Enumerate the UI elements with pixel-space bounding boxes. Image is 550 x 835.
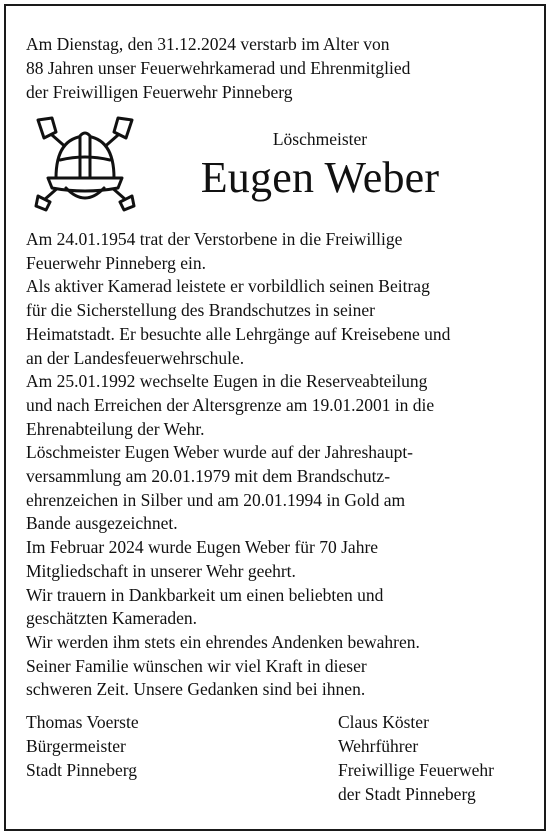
body-line: Wir trauern in Dankbarkeit um einen beliebten und: [26, 584, 384, 605]
body-line: Seiner Familie wünschen wir viel Kraft in dieser: [26, 655, 367, 676]
body-line: versammlung am 20.01.1979 mit dem Brandschutz-: [26, 466, 391, 487]
body-line: und nach Erreichen der Altersgrenze am 19.01.2001 in die: [26, 394, 435, 415]
fire-helmet-crossed-axes-icon: [30, 116, 140, 216]
signature-name: Thomas Voerste: [26, 712, 139, 732]
body-line: geschätzten Kameraden.: [26, 608, 198, 629]
obituary-body: [26, 228, 536, 702]
intro-text: [26, 32, 526, 104]
body-line: Feuerwehr Pinneberg ein.: [26, 252, 206, 273]
body-line: Löschmeister Eugen Weber wurde auf der Jahreshaupt-: [26, 442, 414, 463]
body-line: an der Landesfeuerwehrschule.: [26, 347, 245, 368]
intro-line: Am Dienstag, den 31.12.2024 verstarb im Alter von: [26, 34, 390, 54]
signature-right: [338, 710, 538, 806]
body-line: Heimatstadt. Er besuchte alle Lehrgänge auf Kreisebene und: [26, 323, 451, 344]
signature-org: Stadt Pinneberg: [26, 760, 137, 780]
body-line: Bande ausgezeichnet.: [26, 513, 178, 534]
body-line: Am 24.01.1954 trat der Verstorbene in die Freiwillige: [26, 229, 403, 249]
body-line: Im Februar 2024 wurde Eugen Weber für 70 Jahre: [26, 537, 379, 558]
signature-role: Bürgermeister: [26, 736, 126, 756]
signature-left: [26, 710, 246, 782]
body-line: Wir werden ihm stets ein ehrendes Andenken bewahren.: [26, 631, 420, 652]
rank-title: Löschmeister: [272, 129, 368, 149]
intro-line: der Freiwilligen Feuerwehr Pinneberg: [26, 82, 293, 102]
body-line: Am 25.01.1992 wechselte Eugen in die Reserveabteilung: [26, 371, 428, 392]
body-line: Ehrenabteilung der Wehr.: [26, 418, 205, 439]
body-line: Als aktiver Kamerad leistete er vorbildlich seinen Beitrag: [26, 276, 430, 297]
signature-org: Freiwillige Feuerwehr: [338, 760, 494, 780]
signature-name: Claus Köster: [338, 712, 429, 732]
body-line: Mitgliedschaft in unserer Wehr geehrt.: [26, 560, 296, 581]
signature-org: der Stadt Pinneberg: [338, 784, 476, 804]
signature-role: Wehrführer: [338, 736, 419, 756]
intro-line: 88 Jahren unser Feuerwehrkamerad und Ehrenmitglied: [26, 58, 411, 78]
body-line: für die Sicherstellung des Brandschutzes in seiner: [26, 300, 375, 321]
body-line: schweren Zeit. Unsere Gedanken sind bei ihnen.: [26, 679, 366, 700]
deceased-name: Eugen Weber: [200, 153, 440, 202]
body-line: ehrenzeichen in Silber und am 20.01.1994 in Gold am: [26, 489, 406, 510]
